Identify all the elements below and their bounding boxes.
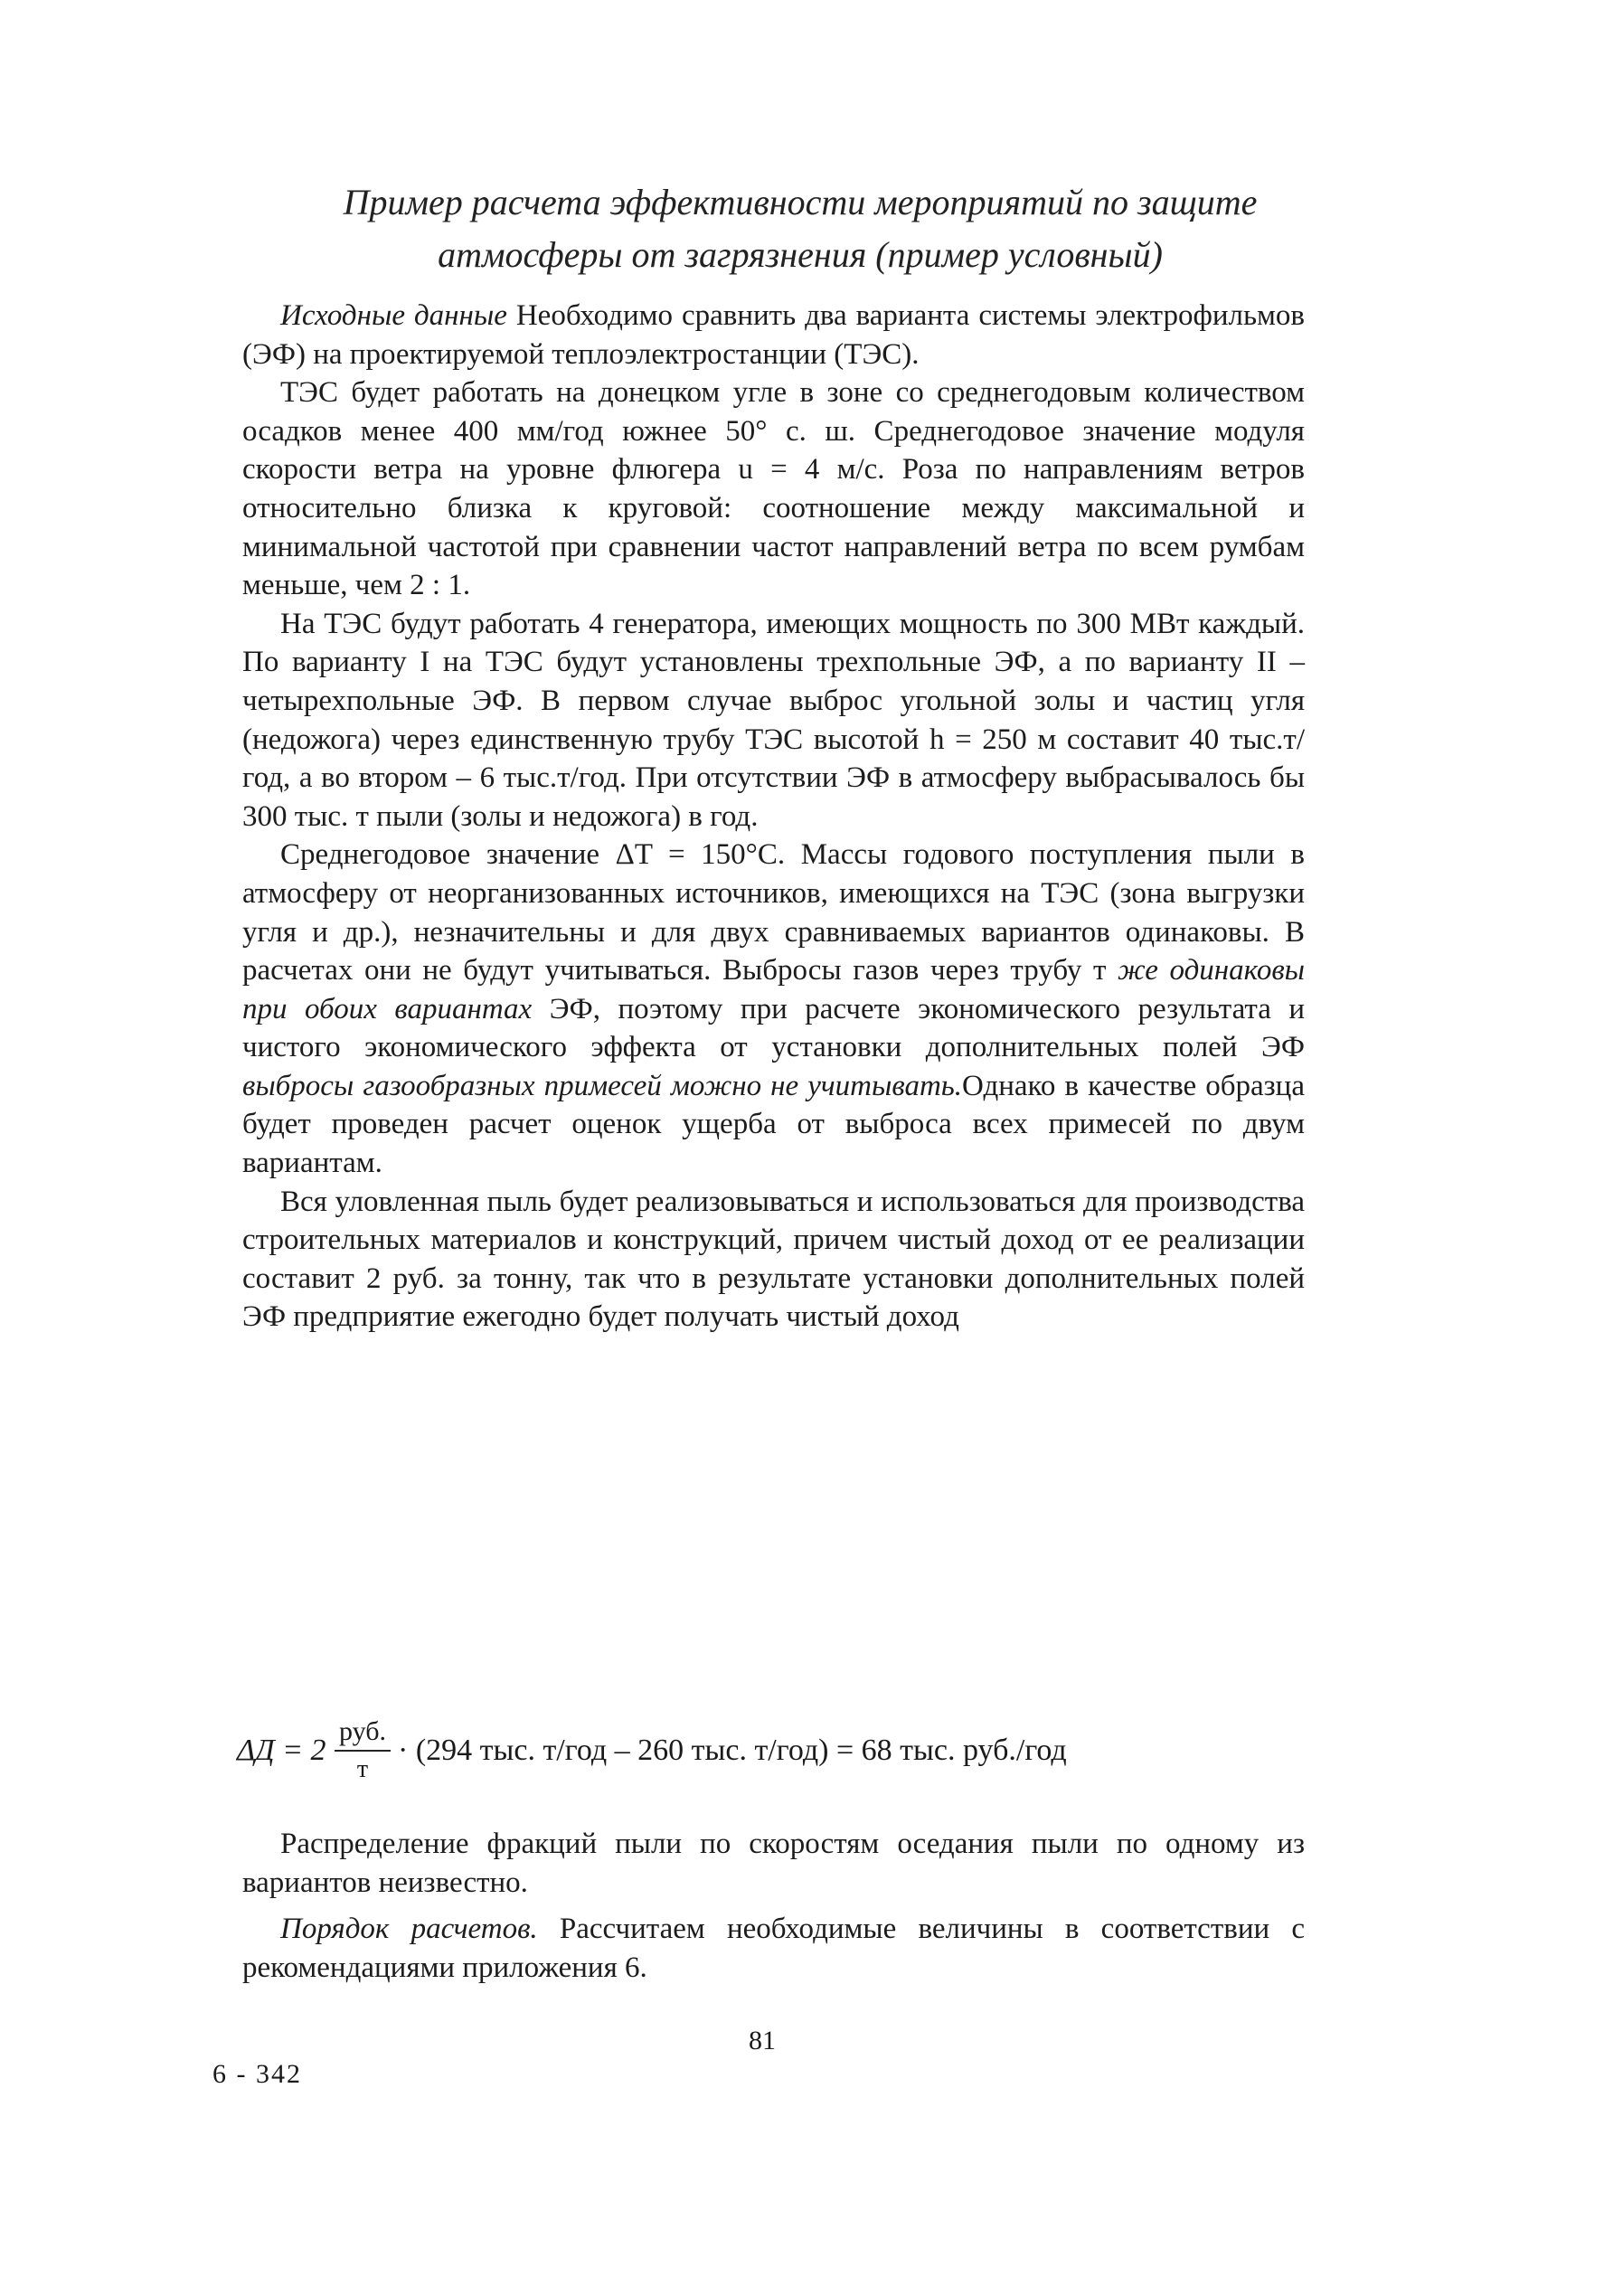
fraction-numerator: руб. xyxy=(335,1714,391,1752)
lead-initial-data: Исходные данные xyxy=(280,299,507,332)
title-line-2: атмосферы от загрязнения (пример условный) xyxy=(438,234,1163,275)
formula-rhs: · (294 тыс. т/год – 260 тыс. т/год) = 68 тыс. руб./год xyxy=(398,1734,1067,1767)
paragraph-emissions xyxy=(242,836,1305,1182)
body-text xyxy=(242,297,1305,1337)
paragraph-text: Необходимо сравнить два варианта системы электрофильмов (ЭФ) на проектируемой теплоэлектростанции (ТЭС). xyxy=(242,299,1305,371)
paragraph-text: ЭФ, поэтому при расчете экономического результата и чистого экономического эффекта от установки дополнительных полей ЭФ xyxy=(242,992,1305,1064)
lead-procedure: Порядок расчетов. xyxy=(280,1913,538,1945)
formula-fraction xyxy=(335,1714,391,1788)
paragraph-distribution: Распределение фракций пыли по скоростям оседания пыли по одному из вариантов неизвестно. xyxy=(242,1828,1305,1899)
formula-lhs: ΔД = 2 xyxy=(237,1734,326,1767)
paragraph-text: Среднегодовое значение ΔT = 150°C. Массы годового поступления пыли в атмосферу от неорганизованных источников, имеющихся на ТЭС (зона выгрузки угля и др.), незначительны и для двух сравниваемых вариантов одинаковы. В расчетах они не будут учитываться. Выбросы газов через трубу т xyxy=(242,838,1305,987)
paragraph-initial-data xyxy=(242,297,1305,373)
page-number: 81 xyxy=(749,2026,776,2055)
italic-phrase: выбросы газообразных примесей можно не учитывать. xyxy=(242,1069,963,1102)
paragraph-text: Однако в качестве образца будет проведен расчет оценок ущерба от выброса всех примесей по двум вариантам. xyxy=(242,1069,1305,1180)
paragraph-text: Рассчитаем необходимые величины в соответствии с рекомендациями приложения 6. xyxy=(242,1913,1305,1984)
title-line-1: Пример расчета эффективности мероприятий по защите xyxy=(343,182,1258,222)
italic-phrase: же одинаковы при обоих вариантах xyxy=(242,954,1306,1025)
paragraph-procedure xyxy=(242,1910,1305,1988)
section-title xyxy=(235,176,1365,281)
sheet-mark: 6 - 342 xyxy=(212,2059,302,2089)
paragraph-conditions: ТЭС будет работать на донецком угле в зоне со среднегодовым количеством осадков менее 400 мм/год южнее 50° с. ш. Среднегодовое значение модуля скорости ветра на уровне флюгера u = 4 м/с. Роза по направлениям ветров относительно близка к круговой: соотношение между максимальной и минимальной частотой при сравнении частот направлений ветра по всем румбам меньше, чем 2 : 1. xyxy=(242,376,1305,602)
income-formula xyxy=(237,1714,1304,1795)
paragraph-generators: На ТЭС будут работать 4 генератора, имеющих мощность по 300 МВт каждый. По варианту I на ТЭС будут установлены трехпольные ЭФ, а по варианту II – четырехпольные ЭФ. В первом случае выброс угольной золы и частиц угля (недожога) через единственную трубу ТЭС высотой h = 250 м составит 40 тыс.т/год, а во втором – 6 тыс.т/год. При отсутствии ЭФ в атмосферу выбрасывалось бы 300 тыс. т пыли (золы и недожога) в год. xyxy=(242,607,1305,833)
paragraph-income: Вся уловленная пыль будет реализовываться и использоваться для производства строительных материалов и конструкций, причем чистый доход от ее реализации составит 2 руб. за тонну, так что в результате установки дополнительных полей ЭФ предприятие ежегодно будет получать чистый доход xyxy=(242,1185,1305,1334)
lower-text xyxy=(242,1825,1305,1988)
fraction-denominator: т xyxy=(356,1755,369,1783)
